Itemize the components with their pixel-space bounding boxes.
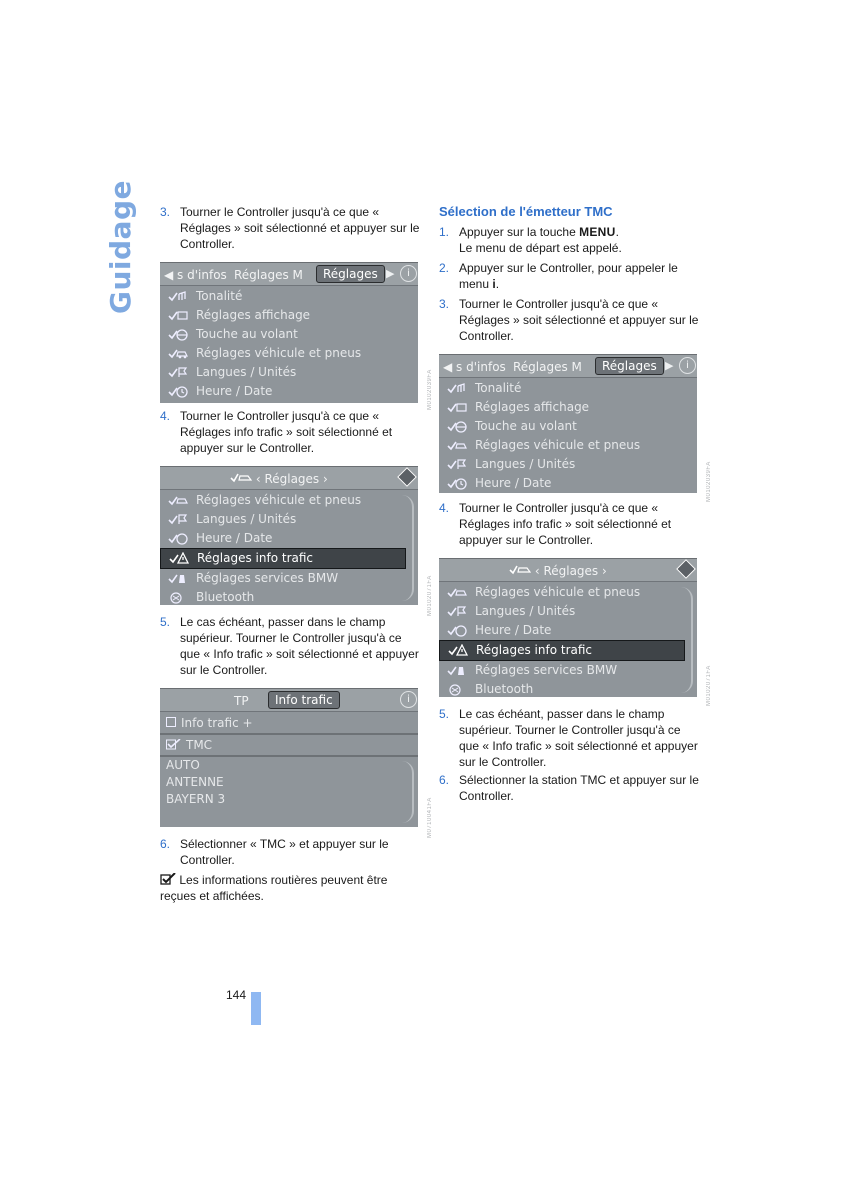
screen-header — [160, 689, 418, 712]
menu-item-vehicule[interactable] — [160, 344, 418, 363]
menu-item-tonalite[interactable] — [160, 287, 418, 306]
menu-item-langues[interactable] — [439, 602, 697, 621]
info-menu-icon: i — [492, 277, 496, 291]
side-title — [104, 180, 144, 424]
steering-wheel-icon — [447, 420, 467, 433]
tab-reglages[interactable]: Réglages — [595, 357, 664, 375]
menu-item-label: Bluetooth — [475, 682, 534, 696]
traffic-settings-list — [160, 491, 418, 605]
menu-item-label: Réglages info trafic — [476, 643, 593, 657]
figure-code: M0102039FA — [427, 369, 433, 410]
service-icon — [168, 572, 188, 585]
car-icon — [168, 494, 188, 507]
step-text-part: Appuyer sur le Controller, pour appeler le menu — [459, 261, 678, 291]
step-text: Sélectionner « TMC » et appuyer sur le Controller. — [180, 837, 389, 867]
menu-item-label: Réglages services BMW — [475, 663, 618, 677]
traffic-warning-icon — [448, 644, 468, 657]
controller-icon[interactable] — [676, 559, 696, 579]
info-icon[interactable]: i — [400, 265, 417, 282]
menu-item-label: Heure / Date — [475, 476, 552, 490]
menu-item-volant[interactable] — [160, 325, 418, 344]
controller-icon[interactable] — [397, 467, 417, 487]
left-step-4 — [160, 408, 422, 456]
right-step-3 — [439, 296, 701, 344]
screen-header — [160, 263, 418, 286]
header-title-label: ‹ Réglages › — [255, 472, 328, 486]
language-icon — [168, 513, 188, 526]
result-check-icon — [160, 873, 176, 885]
menu-item-heure[interactable] — [160, 529, 418, 548]
menu-item-heure[interactable] — [160, 382, 418, 401]
menu-item-heure[interactable] — [439, 621, 697, 640]
menu-item-services-bmw[interactable] — [439, 661, 697, 680]
menu-key-label: MENU — [579, 225, 616, 239]
menu-item-vehicule[interactable] — [439, 436, 697, 455]
tmc-toggle[interactable] — [160, 735, 418, 757]
car-icon — [447, 586, 467, 599]
right-step-5 — [439, 706, 701, 770]
figure-code: M0102039FA — [706, 461, 712, 502]
tab-info-trafic[interactable]: Info trafic — [268, 691, 340, 709]
menu-item-label: Réglages info trafic — [197, 551, 314, 565]
tmc-label: TMC — [186, 738, 213, 752]
step-text-part: . — [615, 225, 619, 239]
menu-item-label: Touche au volant — [475, 419, 577, 433]
menu-item-heure[interactable] — [439, 474, 697, 493]
menu-item-label: Tonalité — [475, 381, 522, 395]
menu-item-volant[interactable] — [439, 417, 697, 436]
tab-reglages[interactable]: Réglages — [316, 265, 385, 283]
side-title-text: Guidage — [104, 180, 137, 314]
menu-item-label: Langues / Unités — [475, 604, 576, 618]
menu-item-info-trafic[interactable] — [439, 640, 685, 661]
figure-code: M0102071FA — [427, 575, 433, 616]
step-text: Tourner le Controller jusqu'à ce que « Réglages » soit sélectionné et appuyer sur le Controller. — [180, 205, 420, 251]
result-note — [160, 872, 422, 904]
menu-item-services-bmw[interactable] — [160, 569, 418, 588]
menu-item-label: Langues / Unités — [196, 512, 297, 526]
left-step-6 — [160, 836, 422, 868]
menu-item-label: Langues / Unités — [196, 365, 297, 379]
step-text-part: Appuyer sur la touche — [459, 225, 580, 239]
traffic-settings-screen-right — [439, 558, 697, 697]
page-number: 144 — [226, 988, 247, 1002]
car-settings-icon — [230, 472, 252, 484]
menu-item-langues[interactable] — [160, 363, 418, 382]
figure-code: M0710041FA — [427, 797, 433, 838]
language-icon — [447, 458, 467, 471]
left-step-3 — [160, 204, 422, 252]
menu-item-label: Heure / Date — [475, 623, 552, 637]
clock-icon — [447, 624, 467, 637]
info-trafic-toggle[interactable] — [160, 713, 418, 735]
header-item-reglages-m[interactable]: Réglages M — [513, 360, 582, 374]
clock-icon — [447, 477, 467, 490]
menu-item-langues[interactable] — [160, 510, 418, 529]
settings-list — [439, 379, 697, 493]
step-number: 4. — [160, 409, 171, 423]
menu-item-label: Réglages véhicule et pneus — [196, 493, 362, 507]
menu-item-tonalite[interactable] — [439, 379, 697, 398]
arrow-right-icon[interactable]: ▶ — [665, 359, 674, 372]
settings-list — [160, 287, 418, 401]
right-step-1 — [439, 224, 701, 256]
station-bayern-3[interactable]: BAYERN 3 — [166, 792, 226, 806]
header-title-label: ‹ Réglages › — [534, 564, 607, 578]
info-icon[interactable]: i — [400, 691, 417, 708]
menu-item-label: Réglages affichage — [475, 400, 590, 414]
settings-menu-screen — [160, 262, 418, 403]
language-icon — [447, 605, 467, 618]
car-settings-icon — [509, 564, 531, 576]
menu-item-label: Heure / Date — [196, 531, 273, 545]
header-title — [230, 471, 328, 487]
step-number: 6. — [160, 837, 171, 851]
right-step-4 — [439, 500, 701, 548]
step-number: 3. — [160, 205, 171, 219]
step-text: Tourner le Controller jusqu'à ce que « Réglages » soit sélectionné et appuyer sur le Controller. — [459, 297, 699, 343]
screen-header — [439, 559, 697, 582]
menu-item-label: Réglages véhicule et pneus — [475, 585, 641, 599]
header-title — [509, 563, 607, 579]
screen-header — [439, 355, 697, 378]
scroll-indicator[interactable] — [402, 761, 414, 823]
traffic-settings-screen — [160, 466, 418, 605]
traffic-warning-icon — [169, 552, 189, 565]
bluetooth-icon — [168, 591, 188, 604]
steering-wheel-icon — [168, 328, 188, 341]
menu-item-affichage[interactable] — [439, 398, 697, 417]
right-step-6 — [439, 772, 701, 804]
checked-box-icon[interactable] — [166, 739, 182, 750]
step-number: 5. — [160, 615, 171, 629]
tmc-screen — [160, 688, 418, 827]
tone-icon — [447, 382, 467, 395]
step-text — [459, 260, 701, 292]
menu-item-label: Tonalité — [196, 289, 243, 303]
step-number: 4. — [439, 501, 450, 515]
section-title: Sélection de l'émetteur TMC — [439, 204, 613, 219]
left-step-5 — [160, 614, 422, 678]
header-prev-item[interactable]: ◀ s d'infos — [164, 268, 227, 282]
menu-item-label: Réglages affichage — [196, 308, 311, 322]
tmc-list — [160, 713, 418, 808]
traffic-settings-list — [439, 583, 697, 697]
menu-item-bluetooth[interactable] — [160, 588, 418, 605]
step-text-part: Le menu de départ est appelé. — [459, 241, 622, 255]
step-text: Tourner le Controller jusqu'à ce que « Réglages info trafic » soit sélectionné et appuyer sur le Controller. — [180, 409, 393, 455]
service-icon — [447, 664, 467, 677]
menu-item-info-trafic[interactable] — [160, 548, 406, 569]
step-number: 1. — [439, 225, 450, 239]
header-prev-item[interactable]: ◀ s d'infos — [443, 360, 506, 374]
figure-code: M0102071FA — [706, 665, 712, 706]
display-icon — [447, 401, 467, 414]
step-text: Sélectionner la station TMC et appuyer sur le Controller. — [459, 773, 699, 803]
step-text-part: . — [495, 277, 500, 291]
step-number: 6. — [439, 773, 450, 787]
settings-menu-screen-right — [439, 354, 697, 493]
page-marker-bar — [251, 992, 261, 1025]
clock-icon — [168, 385, 188, 398]
tab-tp[interactable]: TP — [234, 694, 249, 708]
arrow-right-icon[interactable]: ▶ — [386, 267, 395, 280]
station-auto[interactable]: AUTO — [166, 758, 200, 772]
menu-item-bluetooth[interactable] — [439, 680, 697, 697]
display-icon — [168, 309, 188, 322]
screen-header — [160, 467, 418, 490]
step-text: Le cas échéant, passer dans le champ supérieur. Tourner le Controller jusqu'à ce que « Info trafic » soit sélectionné et appuyer sur le Controller. — [459, 707, 698, 769]
menu-item-langues[interactable] — [439, 455, 697, 474]
menu-item-vehicule[interactable] — [439, 583, 697, 602]
tone-icon — [168, 290, 188, 303]
menu-item-label: Réglages véhicule et pneus — [475, 438, 641, 452]
car-icon — [447, 439, 467, 452]
language-icon — [168, 366, 188, 379]
right-step-2 — [439, 260, 701, 292]
menu-item-label: Réglages véhicule et pneus — [196, 346, 362, 360]
info-icon[interactable]: i — [679, 357, 696, 374]
step-text: Tourner le Controller jusqu'à ce que « Réglages info trafic » soit sélectionné et appuyer sur le Controller. — [459, 501, 672, 547]
station-antenne[interactable]: ANTENNE — [166, 775, 224, 789]
checkbox-icon[interactable] — [166, 717, 176, 727]
step-number: 3. — [439, 297, 450, 311]
bluetooth-icon — [447, 683, 467, 696]
menu-item-affichage[interactable] — [160, 306, 418, 325]
step-number: 5. — [439, 707, 450, 721]
menu-item-label: Langues / Unités — [475, 457, 576, 471]
header-item-reglages-m[interactable]: Réglages M — [234, 268, 303, 282]
menu-item-label: Heure / Date — [196, 384, 273, 398]
result-text: Les informations routières peuvent être reçues et affichées. — [160, 873, 388, 903]
info-trafic-label: Info trafic + — [181, 716, 253, 730]
menu-item-label: Bluetooth — [196, 590, 255, 604]
menu-item-vehicule[interactable] — [160, 491, 418, 510]
step-number: 2. — [439, 261, 450, 275]
clock-icon — [168, 532, 188, 545]
step-text — [459, 224, 701, 256]
car-icon — [168, 347, 188, 360]
step-text: Le cas échéant, passer dans le champ supérieur. Tourner le Controller jusqu'à ce que « Info trafic » soit sélectionné et appuyer sur le Controller. — [180, 615, 419, 677]
menu-item-label: Touche au volant — [196, 327, 298, 341]
menu-item-label: Réglages services BMW — [196, 571, 339, 585]
